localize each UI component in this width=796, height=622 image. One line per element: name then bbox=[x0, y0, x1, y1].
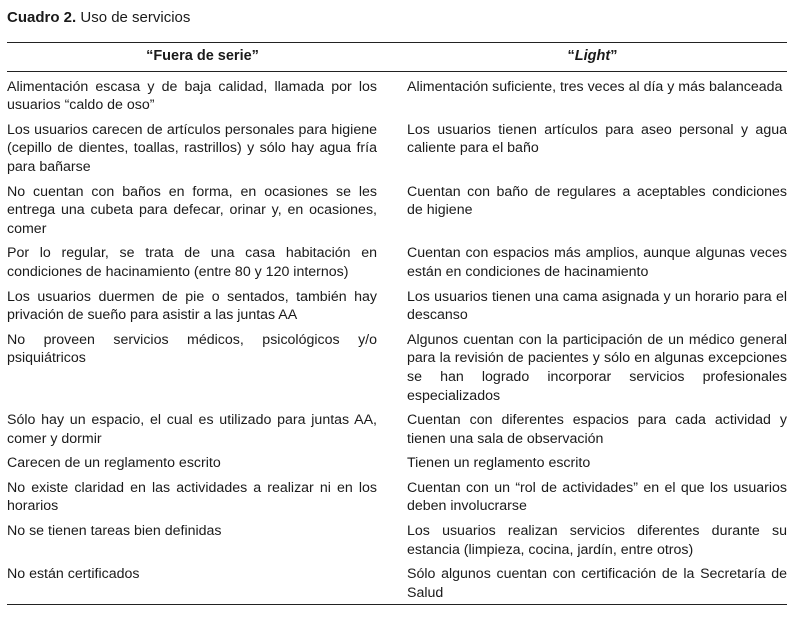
header-light bbox=[398, 43, 787, 72]
cell-light: Algunos cuentan con la participación de un médico general para la revisión de pacientes y sólo en algunas excepciones se han logrado incorporar servicios profesionales especializados bbox=[407, 331, 787, 404]
cell-light: Cuentan con diferentes espacios para cada actividad y tienen una sala de observación bbox=[407, 412, 787, 447]
table-header-row bbox=[7, 43, 787, 72]
table-row bbox=[7, 288, 787, 331]
table-row bbox=[7, 479, 787, 522]
cell-fuera-de-serie: Carecen de un reglamento escrito bbox=[7, 455, 221, 472]
header-light-open-quote: “ bbox=[567, 48, 575, 64]
cell-fuera-de-serie: Los usuarios duermen de pie o sentados, también hay privación de sueño para asistir a las juntas AA bbox=[7, 288, 377, 324]
table-caption bbox=[7, 8, 788, 28]
cell-light: Los usuarios tienen artículos para aseo personal y agua caliente para el baño bbox=[407, 121, 787, 157]
cell-fuera-de-serie: No proveen servicios médicos, psicológicos y/o psiquiátricos bbox=[7, 331, 377, 367]
table-row bbox=[7, 244, 787, 287]
cell-light: Sólo algunos cuentan con certificación de la Secretaría de Salud bbox=[398, 565, 787, 605]
cell-fuera-de-serie: Sólo hay un espacio, el cual es utilizado para juntas AA, comer y dormir bbox=[7, 412, 377, 447]
cell-light: Los usuarios tienen una cama asignada y un horario para el descanso bbox=[407, 288, 787, 324]
table-row bbox=[7, 71, 787, 121]
header-fuera-de-serie: “Fuera de serie” bbox=[7, 43, 398, 72]
table-row bbox=[7, 411, 787, 454]
cell-fuera-de-serie: Los usuarios carecen de artículos personales para higiene (cepillo de dientes, toallas, rastrillos) y sólo hay agua fría para bañarse bbox=[7, 121, 377, 175]
cell-light: Alimentación suficiente, tres veces al día y más balanceada bbox=[407, 78, 783, 95]
cell-fuera-de-serie: Por lo regular, se trata de una casa habitación en condiciones de hacinamiento (entre 80 y 120 internos) bbox=[7, 245, 377, 280]
table-row bbox=[7, 454, 787, 479]
table-row bbox=[7, 565, 787, 605]
caption-text: Uso de servicios bbox=[76, 9, 191, 26]
table-body bbox=[7, 71, 787, 605]
table-row bbox=[7, 522, 787, 565]
cell-light: Cuentan con espacios más amplios, aunque algunas veces están en condiciones de hacinamiento bbox=[407, 245, 787, 280]
cell-fuera-de-serie: No están certificados bbox=[7, 565, 398, 605]
cell-light: Cuentan con un “rol de actividades” en el que los usuarios deben involucrarse bbox=[407, 479, 787, 515]
cell-fuera-de-serie: No existe claridad en las actividades a realizar ni en los horarios bbox=[7, 479, 377, 515]
cell-light: Tienen un reglamento escrito bbox=[407, 455, 591, 472]
header-light-text: Light bbox=[574, 48, 611, 64]
table-row bbox=[7, 331, 787, 411]
cell-fuera-de-serie: No se tienen tareas bien definidas bbox=[7, 523, 222, 540]
services-table bbox=[7, 42, 787, 605]
cell-light: Los usuarios realizan servicios diferentes durante su estancia (limpieza, cocina, jardín, entre otros) bbox=[407, 523, 787, 558]
table-row bbox=[7, 183, 787, 245]
cell-light: Cuentan con baño de regulares a aceptables condiciones de higiene bbox=[407, 183, 787, 219]
cell-fuera-de-serie: Alimentación escasa y de baja calidad, llamada por los usuarios “caldo de oso” bbox=[7, 78, 377, 114]
table-row bbox=[7, 121, 787, 183]
caption-label: Cuadro 2. bbox=[7, 9, 77, 26]
header-light-close-quote: ” bbox=[610, 48, 618, 64]
cell-fuera-de-serie: No cuentan con baños en forma, en ocasiones se les entrega una cubeta para defecar, orinar y, en ocasiones, comer bbox=[7, 183, 377, 237]
